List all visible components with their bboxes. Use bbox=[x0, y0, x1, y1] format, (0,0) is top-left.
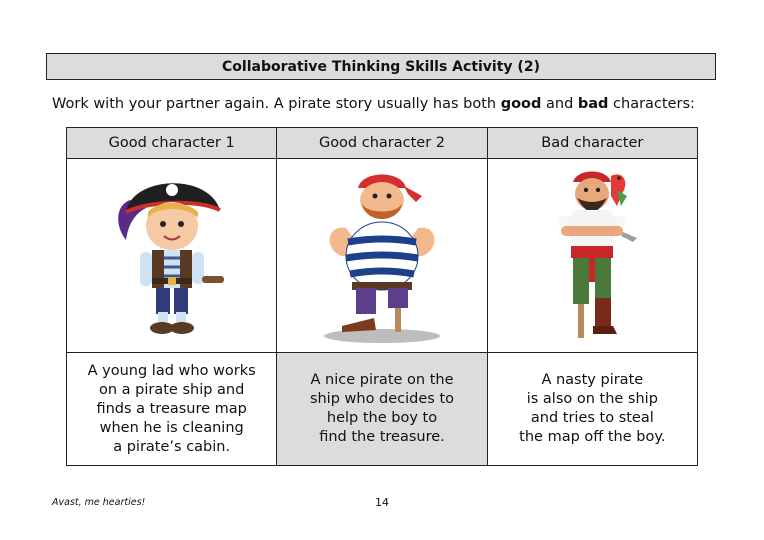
header-bad-character: Bad character bbox=[487, 128, 697, 159]
desc-line: A young lad who works bbox=[87, 362, 256, 379]
desc-line: finds a treasure map bbox=[96, 400, 247, 417]
desc-line: ship who decides to bbox=[309, 391, 455, 407]
page-number: 14 bbox=[375, 496, 389, 509]
instruction-part3: characters: bbox=[608, 96, 695, 112]
nasty-pirate-with-parrot-illustration bbox=[537, 166, 647, 346]
activity-title-box bbox=[46, 53, 716, 80]
desc-line: on a pirate ship and bbox=[99, 381, 245, 398]
desc-line: A nasty pirate bbox=[541, 372, 644, 388]
desc-line: when he is cleaning bbox=[99, 419, 244, 436]
instruction-part1: Work with your partner again. A pirate story usually has both bbox=[52, 96, 501, 112]
description-bad bbox=[487, 353, 697, 466]
cell-image-bad bbox=[487, 159, 697, 353]
desc-line: help the boy to bbox=[326, 410, 438, 426]
description-good-1 bbox=[67, 353, 277, 466]
character-table bbox=[66, 127, 698, 466]
young-pirate-boy-illustration bbox=[112, 166, 232, 346]
desc-line: A nice pirate on the bbox=[310, 372, 454, 388]
desc-line: a pirate’s cabin. bbox=[113, 438, 231, 455]
instruction-good-word: good bbox=[500, 96, 542, 112]
description-row bbox=[67, 353, 698, 466]
instruction-bad-word: bad bbox=[577, 96, 609, 112]
image-row bbox=[67, 159, 698, 353]
activity-title: Collaborative Thinking Skills Activity (2) bbox=[222, 58, 540, 75]
cell-image-good-2 bbox=[277, 159, 487, 353]
header-good-character-1: Good character 1 bbox=[67, 128, 277, 159]
description-good-2 bbox=[277, 353, 487, 466]
desc-line: find the treasure. bbox=[319, 429, 445, 445]
footer-tagline: Avast, me hearties! bbox=[52, 497, 146, 508]
cell-image-good-1 bbox=[67, 159, 277, 353]
desc-line: is also on the ship bbox=[526, 391, 658, 407]
instruction-text bbox=[52, 96, 695, 112]
desc-line: and tries to steal bbox=[530, 410, 654, 426]
stout-pirate-with-peg-leg-illustration bbox=[312, 166, 452, 346]
header-row bbox=[67, 128, 698, 159]
header-good-character-2: Good character 2 bbox=[277, 128, 487, 159]
desc-line: the map off the boy. bbox=[519, 429, 666, 445]
instruction-part2: and bbox=[541, 96, 578, 112]
